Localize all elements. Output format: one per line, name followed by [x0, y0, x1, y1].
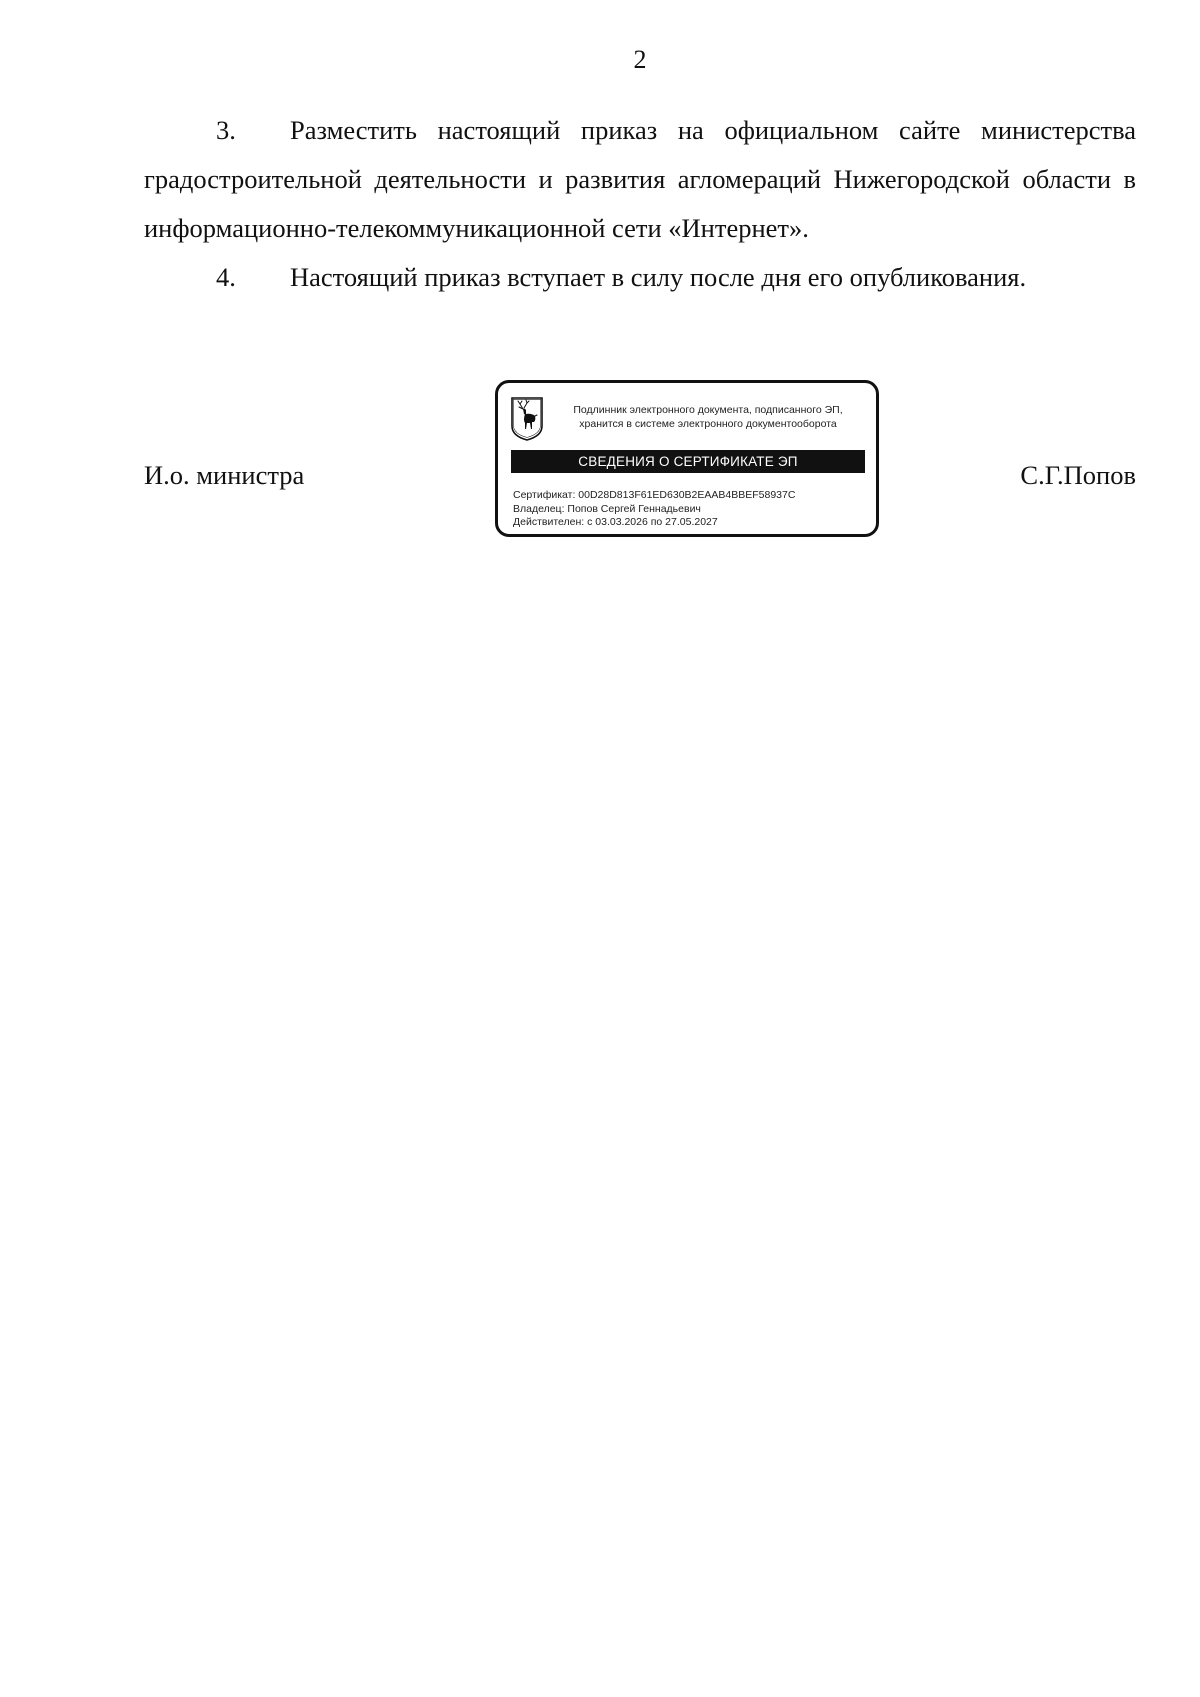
- page-number: 2: [633, 45, 647, 74]
- document-body: [144, 106, 1136, 302]
- electronic-signature-stamp: [495, 380, 879, 537]
- certificate-owner: Владелец: Попов Сергей Геннадьевич: [513, 502, 701, 515]
- stamp-header-line: Подлинник электронного документа, подписанного ЭП,: [573, 404, 843, 416]
- signer-position: И.о. министра: [144, 460, 305, 490]
- signer-name: С.Г.Попов: [1020, 460, 1136, 490]
- certificate-details: [513, 489, 868, 530]
- stamp-title: СВЕДЕНИЯ О СЕРТИФИКАТЕ ЭП: [511, 450, 865, 473]
- certificate-validity: Действителен: с 03.03.2026 по 27.05.2027: [513, 516, 718, 528]
- paragraph-3: [144, 106, 1136, 253]
- paragraph-number: 4.: [216, 262, 236, 292]
- certificate-number: Сертификат: 00D28D813F61ED630B2EAAB4BBEF58937C: [513, 489, 796, 501]
- stamp-header-line: хранится в системе электронного документооборота: [579, 418, 837, 430]
- paragraph-text: Настоящий приказ вступает в силу после дня его опубликования.: [290, 262, 1027, 292]
- deer-coat-of-arms-icon: [510, 396, 544, 442]
- paragraph-number: 3.: [216, 115, 236, 145]
- stamp-header: [550, 403, 866, 431]
- paragraph-text: Разместить настоящий приказ на официальном сайте министерства градостроительной деятельности и развития агломераций Нижегородской области в информационно-телекоммуникационной сети «Интернет».: [144, 115, 1136, 243]
- paragraph-4: [144, 253, 1136, 302]
